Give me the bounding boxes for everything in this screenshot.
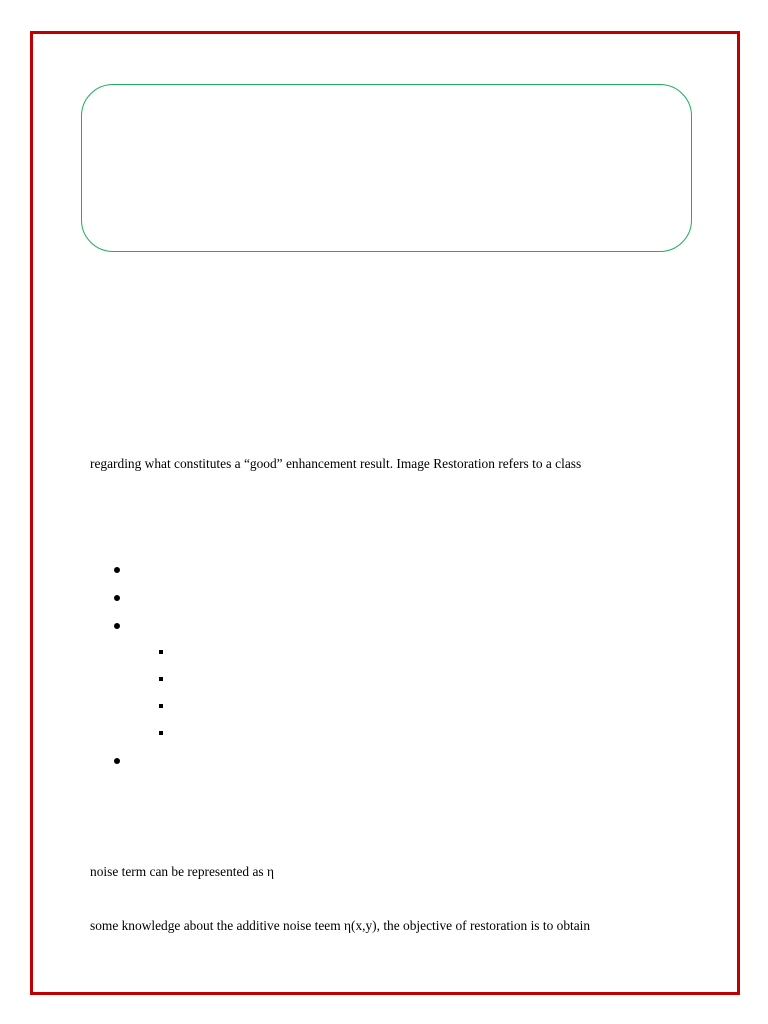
round-bullet-icon xyxy=(114,567,120,573)
knowledge-paragraph-line: some knowledge about the additive noise teem η(x,y), the objective of restoration is to obtain xyxy=(90,918,591,933)
square-bullet-icon xyxy=(159,650,163,654)
round-bullet-icon xyxy=(114,623,120,629)
square-bullet-icon xyxy=(159,677,163,681)
title-box xyxy=(81,84,692,252)
round-bullet-icon xyxy=(114,758,120,764)
square-bullet-icon xyxy=(159,704,163,708)
round-bullet-icon xyxy=(114,595,120,601)
enhancement-paragraph-line: regarding what constitutes a “good” enhancement result. Image Restoration refers to a class xyxy=(90,456,582,471)
square-bullet-icon xyxy=(159,731,163,735)
noise-paragraph-line: noise term can be represented as η xyxy=(90,864,274,879)
